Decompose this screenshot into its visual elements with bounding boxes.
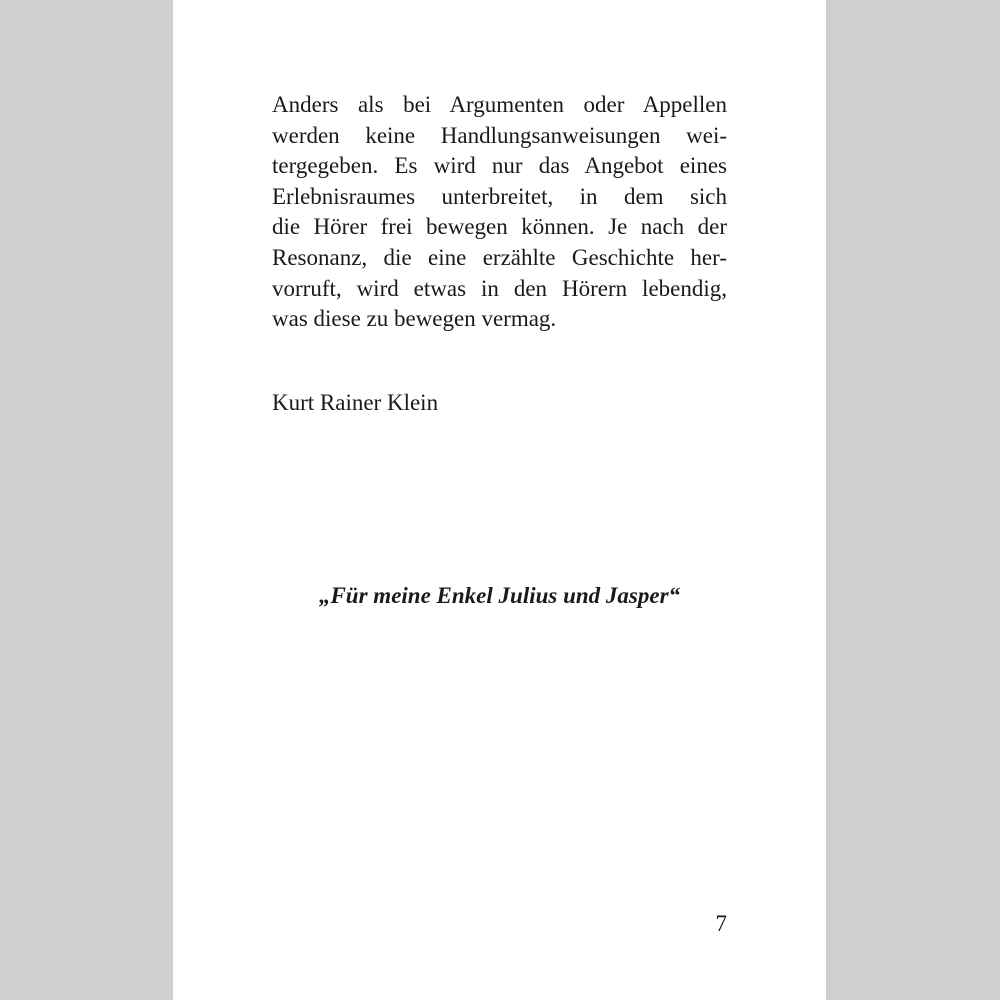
- body-line: vorruft, wird etwas in den Hörern lebendig,: [272, 275, 727, 301]
- body-line: was diese zu bewegen vermag.: [272, 306, 557, 332]
- dedication: „Für meine Enkel Julius und Jasper“: [318, 583, 681, 608]
- body-line: Resonanz, die eine erzählte Geschichte her-: [272, 244, 727, 270]
- body-paragraph: [272, 90, 727, 335]
- author-name: Kurt Rainer Klein: [272, 390, 439, 415]
- book-page: [173, 0, 826, 1000]
- body-line: Anders als bei Argumenten oder Appellen: [272, 92, 727, 117]
- body-line: werden keine Handlungsanweisungen wei-: [272, 122, 727, 148]
- body-line: tergegeben. Es wird nur das Angebot eines: [272, 153, 727, 179]
- page-number: 7: [715, 911, 727, 936]
- body-line: Erlebnisraumes unterbreitet, in dem sich: [272, 183, 727, 209]
- body-line: die Hörer frei bewegen können. Je nach der: [272, 214, 727, 240]
